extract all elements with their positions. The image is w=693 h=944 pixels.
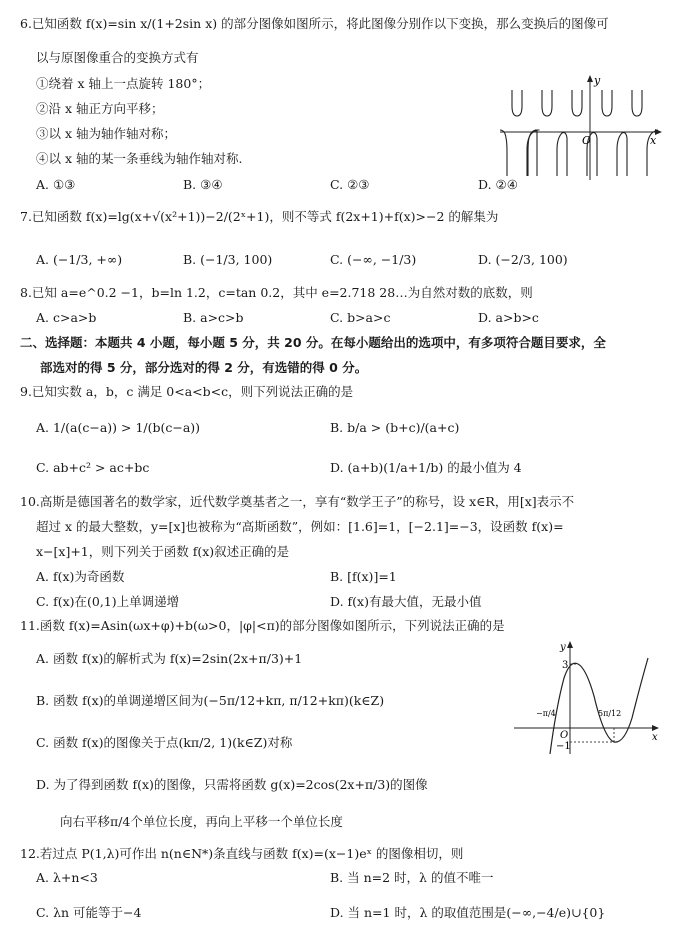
q6-origin-label: O bbox=[582, 134, 592, 147]
q9-option-c[interactable]: C. ab+c² > ac+bc bbox=[36, 460, 150, 475]
q11-option-a[interactable]: A. 函数 f(x)的解析式为 f(x)=2sin(2x+π/3)+1 bbox=[36, 651, 303, 666]
section2-heading-line2: 部选对的得 5 分，部分选对的得 2 分，有选错的得 0 分。 bbox=[40, 360, 368, 375]
q10-stem-line1: 10.高斯是德国著名的数学家，近代数学奠基者之一，享有“数学王子”的称号，设 x∈R，用[x]表示不 bbox=[20, 494, 575, 509]
q8-option-d[interactable]: D. a>b>c bbox=[478, 310, 539, 325]
q10-stem-line3: x−[x]+1，则下列关于函数 f(x)叙述正确的是 bbox=[36, 544, 290, 559]
q11-stem: 11.函数 f(x)=Asin(ωx+φ)+b(ω>0，|φ|<π)的部分图像如图所示，下列说法正确的是 bbox=[20, 618, 505, 633]
q10-option-b[interactable]: B. [f(x)]=1 bbox=[330, 569, 397, 584]
q6-upper-branches bbox=[512, 90, 642, 116]
q6-option-d[interactable]: D. ②④ bbox=[478, 177, 518, 192]
q9-option-d[interactable]: D. (a+b)(1/a+1/b) 的最小值为 4 bbox=[330, 460, 522, 475]
q11-y-arrow bbox=[567, 641, 573, 648]
q12-stem: 12.若过点 P(1,λ)可作出 n(n∈N*)条直线与函数 f(x)=(x−1)eˣ 的图像相切，则 bbox=[20, 846, 464, 861]
q11-option-b[interactable]: B. 函数 f(x)的单调递增区间为(−5π/12+kπ, π/12+kπ)(k∈Z) bbox=[36, 693, 385, 708]
q6-item-2: ②沿 x 轴正方向平移； bbox=[36, 101, 164, 116]
q10-option-d[interactable]: D. f(x)有最大值，无最小值 bbox=[330, 594, 482, 609]
q6-item-1: ①绕着 x 轴上一点旋转 180°； bbox=[36, 76, 211, 91]
q11-option-d-continuation: 向右平移π/4个单位长度，再向上平移一个单位长度 bbox=[60, 814, 343, 829]
q11-option-c[interactable]: C. 函数 f(x)的图像关于点(kπ/2, 1)(k∈Z)对称 bbox=[36, 735, 293, 750]
q8-option-b[interactable]: B. a>c>b bbox=[183, 310, 244, 325]
q6-lower-branches bbox=[500, 130, 658, 176]
q11-option-d[interactable]: D. 为了得到函数 f(x)的图像，只需将函数 g(x)=2cos(2x+π/3)的图像 bbox=[36, 777, 428, 792]
q12-option-b[interactable]: B. 当 n=2 时，λ 的值不唯一 bbox=[330, 870, 494, 885]
q7-option-b[interactable]: B. (−1/3, 100) bbox=[183, 252, 273, 267]
q11-label-5pi12: 5π/12 bbox=[598, 709, 622, 718]
q11-x-label: x bbox=[652, 732, 658, 743]
q6-option-b[interactable]: B. ③④ bbox=[183, 177, 223, 192]
q6-stem-line2: 以与原图像重合的变换方式有 bbox=[36, 50, 199, 65]
q11-y-label: y bbox=[560, 642, 566, 653]
q7-stem: 7.已知函数 f(x)=lg(x+√(x²+1))−2/(2ˣ+1)，则不等式 f(2x+1)+f(x)>−2 的解集为 bbox=[20, 209, 499, 224]
q6-option-c[interactable]: C. ②③ bbox=[330, 177, 370, 192]
q12-option-a[interactable]: A. λ+n<3 bbox=[36, 870, 98, 885]
q11-origin-label: O bbox=[560, 730, 569, 741]
q9-stem: 9.已知实数 a，b，c 满足 0<a<b<c，则下列说法正确的是 bbox=[20, 384, 354, 399]
q11-x-arrow bbox=[652, 725, 659, 731]
q9-option-b[interactable]: B. b/a > (b+c)/(a+c) bbox=[330, 420, 460, 435]
q6-item-4: ④以 x 轴的某一条垂线为轴作轴对称. bbox=[36, 151, 243, 166]
q10-option-c[interactable]: C. f(x)在(0,1)上单调递增 bbox=[36, 594, 180, 609]
q6-option-a[interactable]: A. ①③ bbox=[36, 177, 76, 192]
q9-option-a[interactable]: A. 1/(a(c−a)) > 1/(b(c−a)) bbox=[36, 420, 201, 435]
q12-option-d[interactable]: D. 当 n=1 时，λ 的取值范围是(−∞,−4/e)∪{0} bbox=[330, 905, 606, 920]
q10-stem-line2: 超过 x 的最大整数，y=[x]也被称为“高斯函数”，例如：[1.6]=1，[−2.1]=−3，设函数 f(x)= bbox=[36, 519, 564, 534]
q7-option-a[interactable]: A. (−1/3, +∞) bbox=[36, 252, 123, 267]
q7-option-c[interactable]: C. (−∞, −1/3) bbox=[330, 252, 417, 267]
section2-heading-line1: 二、选择题：本题共 4 小题，每小题 5 分，共 20 分。在每小题给出的选项中，有多项符合题目要求，全 bbox=[20, 335, 606, 350]
q11-graph bbox=[512, 638, 662, 758]
q11-label-three: 3 bbox=[562, 660, 569, 671]
q10-option-a[interactable]: A. f(x)为奇函数 bbox=[36, 569, 125, 584]
q6-y-arrow bbox=[587, 75, 593, 82]
q6-graph bbox=[498, 72, 668, 182]
q11-label-neg-pi4: −π/4 bbox=[536, 709, 556, 718]
q12-option-c[interactable]: C. λn 可能等于−4 bbox=[36, 905, 142, 920]
q6-stem-line1: 6.已知函数 f(x)=sin x/(1+2sin x) 的部分图像如图所示，将此图像分别作以下变换，那么变换后的图像可 bbox=[20, 16, 609, 31]
q6-y-label: y bbox=[594, 74, 601, 87]
q6-x-label: x bbox=[650, 134, 657, 147]
q6-item-3: ③以 x 轴为轴作轴对称； bbox=[36, 126, 176, 141]
q8-stem: 8.已知 a=e^0.2 −1，b=ln 1.2，c=tan 0.2，其中 e=2.718 28…为自然对数的底数，则 bbox=[20, 285, 533, 300]
q8-option-c[interactable]: C. b>a>c bbox=[330, 310, 391, 325]
q7-option-d[interactable]: D. (−2/3, 100) bbox=[478, 252, 568, 267]
q8-option-a[interactable]: A. c>a>b bbox=[36, 310, 97, 325]
q11-label-neg-one: −1 bbox=[556, 741, 571, 752]
